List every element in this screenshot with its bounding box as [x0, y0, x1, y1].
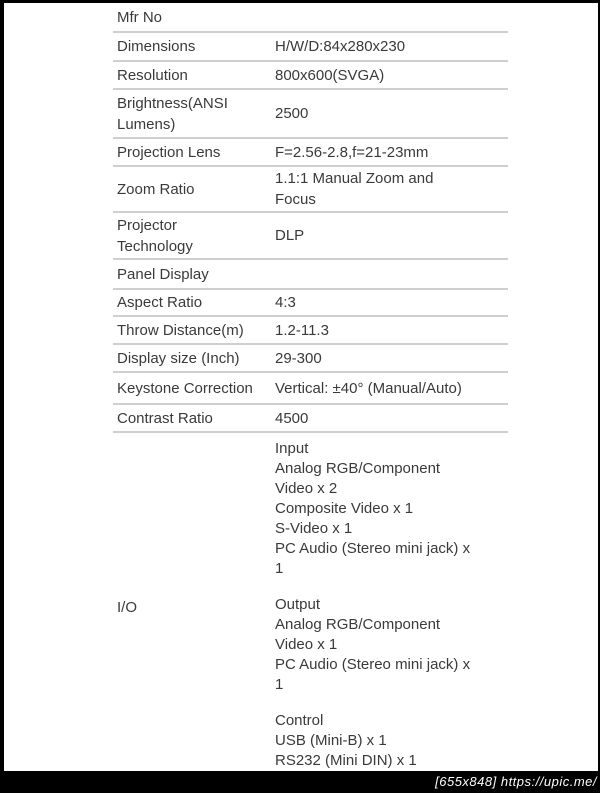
io-line: 1 [275, 676, 284, 693]
spec-label-text: I/O [117, 598, 138, 616]
spec-value [275, 378, 508, 399]
io-line: S-Video x 1 [275, 520, 353, 537]
spec-row-io [113, 433, 508, 781]
spec-label [113, 65, 275, 86]
spec-row-zoom-ratio [113, 167, 508, 213]
spec-label-text: Technology [117, 237, 193, 255]
spec-label-text: Aspect Ratio [117, 294, 203, 311]
spec-value [275, 65, 508, 86]
io-line: 1 [275, 560, 284, 577]
spec-label [113, 597, 275, 618]
spec-row-keystone-correction [113, 373, 508, 405]
watermark-bar [0, 771, 600, 793]
spec-row-aspect-ratio [113, 290, 508, 317]
spec-label-text: Lumens) [117, 115, 176, 133]
io-group-control [275, 711, 508, 771]
spec-label-text: Contrast Ratio [117, 409, 213, 427]
spec-value-text: H/W/D:84x280x230 [275, 38, 406, 55]
watermark-text: [655x848] https://upic.me/ [435, 774, 597, 789]
spec-row-contrast-ratio [113, 405, 508, 433]
io-line: PC Audio (Stereo mini jack) x [275, 656, 471, 673]
io-line: USB (Mini-B) x 1 [275, 732, 387, 749]
io-line: Analog RGB/Component [275, 616, 441, 633]
spec-label [113, 264, 275, 285]
spec-row-mfr-no [113, 3, 508, 33]
spec-label-text: Zoom Ratio [117, 180, 195, 198]
spec-label-text: Keystone Correction [117, 379, 253, 397]
spec-label [113, 378, 275, 399]
spec-value [275, 348, 508, 369]
io-line: Composite Video x 1 [275, 500, 414, 517]
spec-value [275, 103, 508, 124]
spec-label-text: Display size (Inch) [117, 349, 240, 367]
spec-label [113, 93, 275, 135]
spec-value-text: 800x600(SVGA) [275, 66, 385, 84]
page-background [4, 3, 598, 771]
spec-label [113, 179, 275, 200]
spec-label [113, 36, 275, 57]
spec-value [275, 408, 508, 429]
spec-label-text: Dimensions [117, 38, 196, 55]
spec-label [113, 292, 275, 313]
spec-label-text: Projector [117, 216, 178, 234]
spec-label [113, 215, 275, 257]
spec-value-text: 4:3 [275, 294, 296, 311]
spec-row-throw-distance [113, 317, 508, 345]
spec-value-text: 2500 [275, 105, 309, 122]
io-line: RS232 (Mini DIN) x 1 [275, 752, 417, 769]
spec-row-panel-display [113, 260, 508, 290]
spec-value [275, 292, 508, 313]
io-group-input [275, 439, 508, 579]
spec-label [113, 408, 275, 429]
spec-value [275, 225, 508, 246]
io-line: Video x 1 [275, 636, 338, 653]
spec-value-text: 29-300 [275, 349, 322, 367]
spec-label-text: Panel Display [117, 265, 209, 283]
spec-label [113, 320, 275, 341]
spec-value [275, 433, 508, 781]
spec-value-text: DLP [275, 227, 305, 244]
spec-value-text: F=2.56-2.8,f=21-23mm [275, 143, 429, 161]
spec-label [113, 348, 275, 369]
io-line: Output [275, 596, 321, 613]
spec-label-text: Throw Distance(m) [117, 321, 244, 339]
spec-value-text: 1.2-11.3 [275, 321, 329, 339]
spec-value-text: Focus [275, 191, 316, 208]
spec-row-brightness [113, 90, 508, 139]
spec-label-text: Brightness(ANSI [117, 94, 228, 112]
spec-table [113, 3, 508, 781]
io-line: PC Audio (Stereo mini jack) x [275, 540, 471, 557]
io-line: Control [275, 712, 324, 729]
spec-value [275, 142, 508, 163]
spec-value [275, 168, 508, 210]
spec-row-display-size [113, 345, 508, 373]
spec-label-text: Mfr No [117, 8, 162, 26]
spec-value [275, 320, 508, 341]
spec-label [113, 142, 275, 163]
io-line: Input [275, 440, 309, 457]
io-line: Analog RGB/Component [275, 460, 441, 477]
spec-label-text: Resolution [117, 66, 188, 84]
spec-label [113, 7, 275, 28]
spec-row-projector-technology [113, 213, 508, 260]
io-group-output [275, 595, 508, 695]
spec-value [275, 36, 508, 57]
spec-value-text: 1.1:1 Manual Zoom and [275, 170, 434, 187]
spec-label-text: Projection Lens [117, 143, 221, 161]
spec-row-projection-lens [113, 139, 508, 167]
spec-value-text: Vertical: ±40° (Manual/Auto) [275, 379, 462, 397]
spec-row-dimensions [113, 33, 508, 62]
io-line: Video x 2 [275, 480, 338, 497]
spec-value-text: 4500 [275, 409, 309, 427]
spec-row-resolution [113, 62, 508, 90]
